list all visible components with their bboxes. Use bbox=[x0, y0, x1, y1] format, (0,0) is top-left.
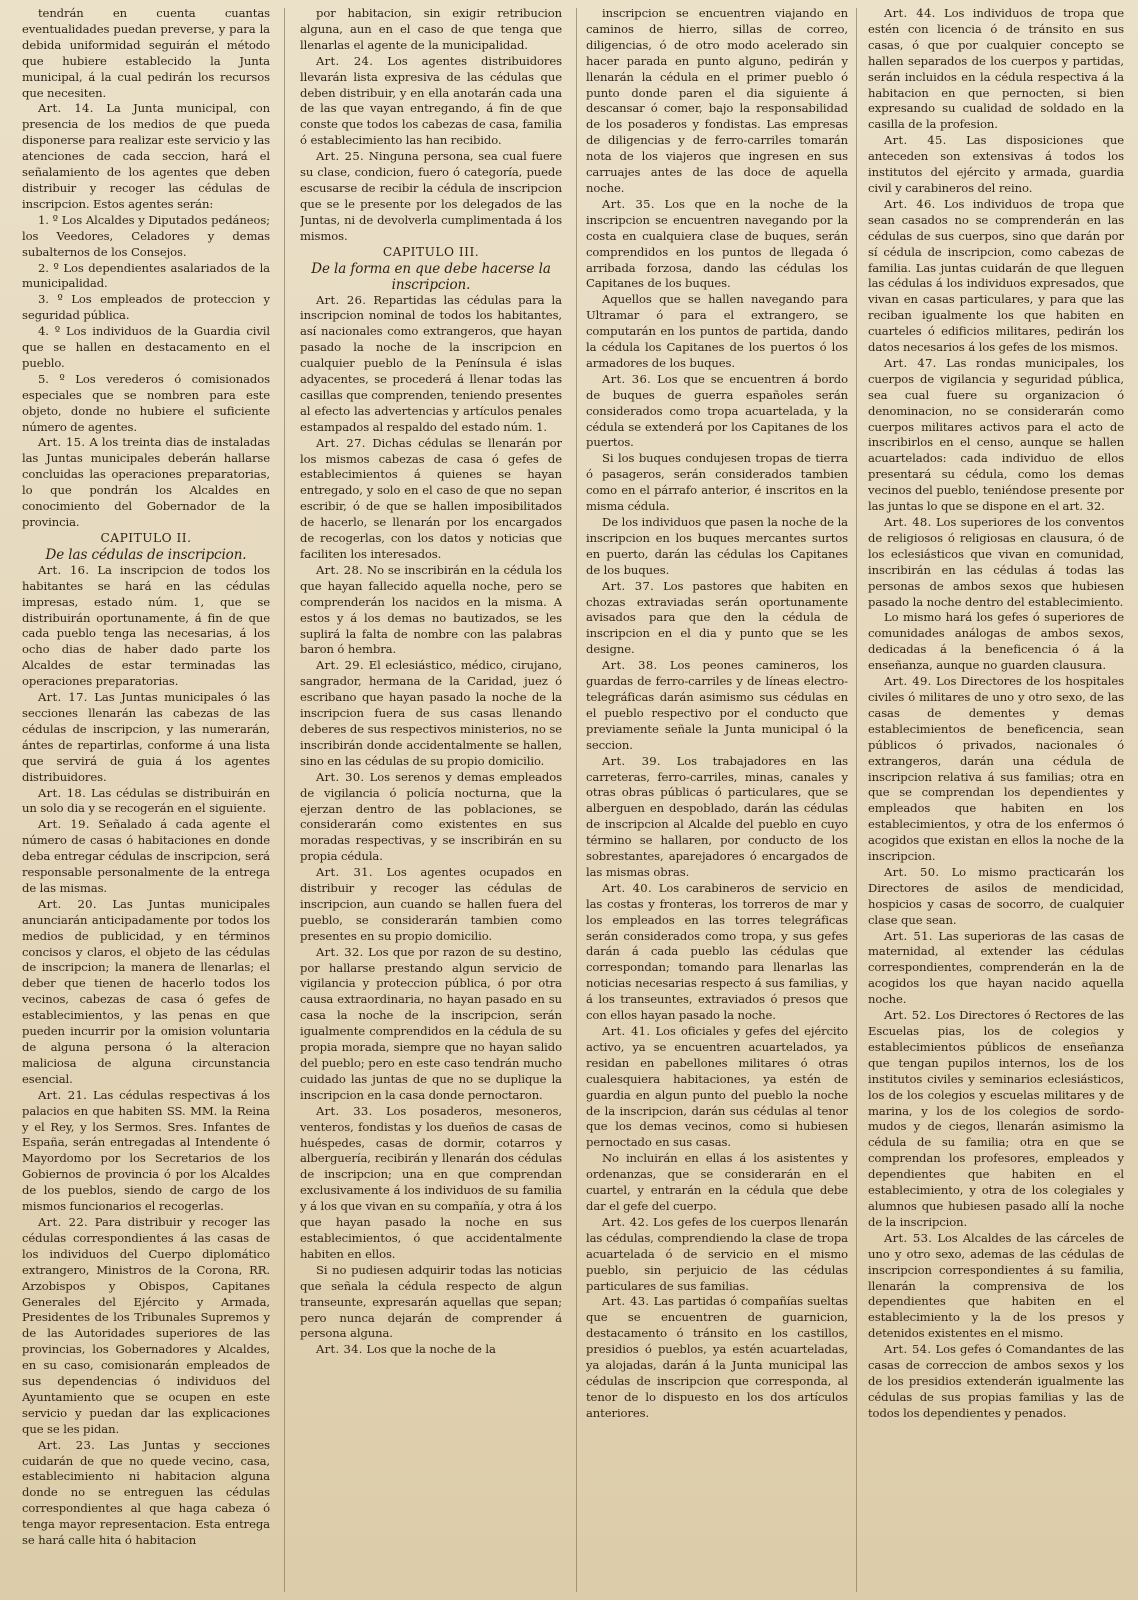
article-paragraph bbox=[300, 149, 562, 244]
article-paragraph bbox=[586, 754, 848, 881]
article-text: Las cédulas respectivas á los palacios en que habiten SS. MM. la Reina y el Rey, y los Sermos. Sres. Infantes de España, serán entregadas al Intendente ó Mayordomo por los Secretarios de los Gobiernos de provincia ó por los Alcaldes de los pueblos, siendo de cargo de los mismos funcionarios el recogerlas. bbox=[22, 1087, 270, 1214]
article-text: Los que por razon de su destino, por hallarse prestando algun servicio de vigilancia y proteccion pública, ó por otra causa extraordinaria, no hayan pasado en su casa la noche de la inscripcion, serán igualmente comprendidos en la cédula de su propia morada, siempre que no hayan salido del pueblo; pero en este caso tendrán mucho cuidado las juntas de que no se duplique la inscripcion en la casa donde pernoctaron. bbox=[300, 944, 562, 1102]
article-paragraph bbox=[22, 1215, 270, 1438]
article-text: Los posaderos, mesoneros, venteros, fondistas y los dueños de casas de huéspedes, casas de dormir, cotarros y alberguería, recibirán y llenarán dos cédulas de inscripcion; una en que comprendan exclusivamente á los individuos de su familia y á los que vivan en su compañía, y otra á los que hayan pasado la noche en sus establecimientos, ó que accidentalmente habiten en ellos. bbox=[300, 1103, 562, 1261]
chapter-subtitle: De las cédulas de inscripcion. bbox=[45, 546, 247, 563]
article-paragraph bbox=[586, 658, 848, 753]
article-number: Art. 53. bbox=[884, 1230, 933, 1245]
article-paragraph bbox=[868, 1008, 1124, 1231]
article-number: Art. 25. bbox=[316, 149, 364, 164]
article-text: Las Juntas municipales ó las secciones llenarán las cabezas de las cédulas de inscripcion, y las numerarán, ántes de repartirlas, conforme á una lista que servirá de guia á los agentes distribuidores. bbox=[22, 690, 270, 784]
article-number: Art. 37. bbox=[602, 578, 655, 593]
article-paragraph bbox=[868, 356, 1124, 515]
article-paragraph bbox=[300, 770, 562, 865]
column-3 bbox=[586, 6, 848, 1594]
article-number: Art. 49. bbox=[884, 674, 932, 689]
column-divider bbox=[576, 8, 577, 1592]
article-text: Las partidas ó compañías sueltas que se encuentren de guarnicion, destacamento ó tránsito en los castillos, presidios ó pueblos, ya estén acuarteladas, ya alojadas, darán á la Junta municipal las cédulas de inscripcion que corresponda, al tenor de lo dispuesto en los dos artículos anteriores. bbox=[586, 1294, 848, 1420]
article-text: Las Juntas y secciones cuidarán de que no quede vecino, casa, establecimiento ni habitacion alguna donde no se entreguen las cédulas correspondientes al que haga cabeza ó tenga mayor representacion. Esta entrega se hará calle hita ó habitacion bbox=[22, 1437, 270, 1548]
article-number: Art. 36. bbox=[602, 371, 652, 386]
column-divider bbox=[284, 8, 285, 1592]
article-number: Art. 35. bbox=[602, 196, 655, 211]
article-paragraph bbox=[586, 1024, 848, 1151]
article-text: Los que en la noche de la inscripcion se encuentren navegando por la costa en cualquiera clase de buques, serán comprendidos en los puntos de llegada ó arribada forzosa, dando las cédulas los Capitanes de los buques. bbox=[586, 196, 848, 291]
article-number: Art. 33. bbox=[316, 1103, 373, 1118]
article-number: Art. 30. bbox=[316, 769, 365, 784]
article-paragraph bbox=[586, 1294, 848, 1421]
article-paragraph bbox=[300, 658, 562, 769]
article-number: Art. 27. bbox=[316, 435, 366, 450]
article-text: Los peones camineros, los guardas de ferro-carriles y de líneas electro-telegráficas darán asimismo sus cédulas en el pueblo respectivo por el conducto que previamente señale la Junta municipal ó la seccion. bbox=[586, 658, 848, 752]
article-paragraph bbox=[22, 897, 270, 1088]
article-text: Dichas cédulas se llenarán por los mismos cabezas de casa ó gefes de establecimientos á quienes se hayan entregado, y solo en el caso de que no sepan escribir, ó de que se hallen imposibilitados de hacerlo, se llenarán por los encargados de recogerlas, con los datos y noticias que faciliten los interesados. bbox=[300, 435, 562, 561]
article-text: Los que la noche de la bbox=[366, 1342, 496, 1357]
article-number: Art. 44. bbox=[884, 6, 936, 20]
article-paragraph bbox=[22, 563, 270, 690]
column-2 bbox=[300, 6, 562, 1594]
body-paragraph: De los individuos que pasen la noche de la inscripcion en los buques mercantes surtos en puerto, darán las cédulas los Capitanes de los buques. bbox=[586, 515, 848, 577]
article-text: Los Directores de los hospitales civiles ó militares de uno y otro sexo, de las casas de dementes y demas establecimientos de beneficencia, sean públicos ó privados, nacionales ó extrangeros, darán una cédula de inscripcion relativa á sus familias; otra en que se comprendan los dependientes y empleados que habiten en los establecimientos, y otra de los enfermos ó acogidos que existan en ellos la noche de la inscripcion. bbox=[868, 674, 1124, 864]
article-text: Los oficiales y gefes del ejército activo, ya se encuentren acuartelados, ya residan en pabellones militares ó otras cualesquiera habitaciones, ya estén de guardia en algun punto del pueblo la noche de la inscripcion, darán sus cédulas al tenor que los demas vecinos, como si hubiesen pernoctado en sus casas. bbox=[586, 1024, 848, 1150]
article-text: No se inscribirán en la cédula los que hayan fallecido aquella noche, pero se comprenderán los nacidos en la misma. A estos y á los demas no bautizados, se les suplirá la falta de nombre con las palabras baron ó hembra. bbox=[300, 562, 562, 657]
article-paragraph bbox=[868, 1342, 1124, 1422]
article-number: Art. 23. bbox=[38, 1437, 96, 1452]
article-number: Art. 22. bbox=[38, 1214, 88, 1229]
article-number: Art. 18. bbox=[38, 785, 87, 800]
article-text: Lo mismo practicarán los Directores de asilos de mendicidad, hospicios y casas de socorro, de cualquier clase que sean. bbox=[868, 864, 1124, 927]
article-paragraph bbox=[22, 435, 270, 530]
article-text: El eclesiástico, médico, cirujano, sangrador, hermana de la Caridad, juez ó escribano que hayan pasado la noche de la inscripcion fuera de sus casas llenando deberes de sus respectivos ministerios, no se inscribirán donde accidentalmente se hallen, sino en las cédulas de su propio domicilio. bbox=[300, 658, 562, 768]
article-paragraph bbox=[22, 817, 270, 897]
article-number: Art. 41. bbox=[602, 1024, 651, 1038]
article-text: A los treinta dias de instaladas las Juntas municipales deberán hallarse concluidas las operaciones preparatorias, lo que pondrán los Alcaldes en conocimiento del Gobernador de la provincia. bbox=[22, 435, 270, 529]
article-text: Los superiores de los conventos de religiosos ó religiosas en clausura, ó de los eclesiásticos que vivan en comunidad, inscribirán en las cédulas á todas las personas de ambos sexos que hubiesen pasado la noche dentro del establecimiento. bbox=[868, 515, 1124, 609]
article-number: Art. 24. bbox=[316, 53, 374, 68]
article-number: Art. 51. bbox=[884, 928, 933, 943]
article-number: Art. 50. bbox=[884, 864, 940, 879]
article-text: Las rondas municipales, los cuerpos de vigilancia y seguridad pública, sea cual fuere su organizacion ó denominacion, no se considerarán como cuerpos militares activos para el acto de inscribirlos en el censo, aunque se hallen acuartelados: cada individuo de ellos presentará su cédula, como los demas vecinos del pueblo, teniéndose presente por las juntas lo que se dispone en el art. 32. bbox=[868, 355, 1124, 514]
article-text: Los serenos y demas empleados de vigilancia ó policía nocturna, que la ejerzan dentro de las poblaciones, se considerarán como existentes en sus moradas respectivas, y se inscribirán en su propia cédula. bbox=[300, 769, 562, 864]
article-text: Los trabajadores en las carreteras, ferro-carriles, minas, canales y otras obras públicas ó particulares, que se alberguen en despoblado, darán las cédulas de inscripcion al Alcalde del pueblo en cuyo término se hallaren, por conducto de los sobrestantes, aparejadores ó encargados de las mismas obras. bbox=[586, 753, 848, 879]
chapter-heading: CAPITULO III. bbox=[382, 244, 480, 259]
article-number: Art. 19. bbox=[38, 817, 90, 832]
article-paragraph bbox=[868, 515, 1124, 610]
article-number: Art. 32. bbox=[316, 944, 364, 959]
body-paragraph: por habitacion, sin exigir retribucion alguna, aun en el caso de que tenga que llenarlas el agente de la municipalidad. bbox=[300, 6, 562, 52]
article-paragraph bbox=[586, 579, 848, 659]
body-paragraph: 1. º Los Alcaldes y Diputados pedáneos; los Veedores, Celadores y demas subalternos de los Consejos. bbox=[22, 212, 270, 259]
article-number: Art. 40. bbox=[602, 880, 652, 895]
article-paragraph bbox=[300, 54, 562, 149]
article-number: Art. 14. bbox=[38, 101, 94, 116]
article-text: La inscripcion de todos los habitantes se hará en las cédulas impresas, estado núm. 1, que se distribuirán oportunamente, á fin de que cada pueblo tenga las necesarias, á los ocho dias de haber dado parte los Alcaldes de estar terminadas las operaciones preparatorias. bbox=[22, 562, 270, 689]
body-paragraph: 5. º Los verederos ó comisionados especiales que se nombren para este objeto, donde no hubiere el suficiente número de agentes. bbox=[22, 371, 270, 434]
article-paragraph bbox=[22, 1088, 270, 1215]
article-number: Art. 45. bbox=[884, 133, 947, 148]
article-number: Art. 31. bbox=[316, 865, 373, 880]
article-number: Art. 17. bbox=[38, 690, 88, 705]
article-number: Art. 43. bbox=[602, 1294, 650, 1309]
article-paragraph bbox=[22, 690, 270, 785]
article-text: Señalado á cada agente el número de casas ó habitaciones en donde deba entregar cédulas de inscripcion, será responsable personalmente de la entrega de las mismas. bbox=[22, 817, 270, 895]
article-number: Art. 38. bbox=[602, 658, 658, 673]
body-paragraph: 2. º Los dependientes asalariados de la municipalidad. bbox=[22, 260, 270, 291]
article-text: Los individuos de tropa que estén con licencia ó de tránsito en sus casas, ó que por cualquier concepto se hallen separados de los cuerpos y partidas, serán incluidos en la cédula respectiva á la habitacion en que pernocten, si bien expresando su cualidad de soldado en la casilla de la profesion. bbox=[868, 6, 1124, 132]
article-text: Los gefes de los cuerpos llenarán las cédulas, comprendiendo la clase de tropa acuartelada ó de servicio en el mismo pueblo, sin perjuicio de las cédulas particulares de sus familias. bbox=[586, 1214, 848, 1293]
article-text: Los que se encuentren á bordo de buques de guerra españoles serán considerados como tropa acuartelada, y la cédula se extenderá por los Capitanes de los puertos. bbox=[586, 371, 848, 450]
article-text: La Junta municipal, con presencia de los medios de que pueda disponerse para realizar este servicio y las atenciones de cada seccion, hará el señalamiento de los agentes que deben distribuir y recoger las cédulas de inscripcion. Estos agentes serán: bbox=[22, 101, 270, 211]
article-number: Art. 47. bbox=[884, 355, 937, 370]
article-text: Las cédulas se distribuirán en un solo dia y se recogerán en el siguiente. bbox=[22, 785, 270, 816]
body-paragraph: Lo mismo hará los gefes ó superiores de comunidades análogas de ambos sexos, dedicadas á la beneficencia ó á la enseñanza, aunque no guarden clausura. bbox=[868, 610, 1124, 673]
article-paragraph bbox=[300, 865, 562, 945]
body-paragraph: 3. º Los empleados de proteccion y seguridad pública. bbox=[22, 292, 270, 323]
article-number: Art. 39. bbox=[602, 753, 661, 768]
article-text: Los gefes ó Comandantes de las casas de correccion de ambos sexos y los de los presidios extenderán igualmente las cédulas de sus propias familias y las de todos los dependientes y penados. bbox=[868, 1342, 1124, 1420]
article-paragraph bbox=[868, 929, 1124, 1009]
column-4 bbox=[868, 6, 1124, 1594]
article-paragraph bbox=[586, 1215, 848, 1295]
body-paragraph: tendrán en cuenta cuantas eventualidades puedan preverse, y para la debida uniformidad seguirán el método que hubiere establecido la Junta municipal, á la cual pedirán los recursos que necesiten. bbox=[22, 6, 270, 100]
article-text: Los carabineros de servicio en las costas y fronteras, los torreros de mar y los empleados en las torres telegráficas serán considerados como tropa, y sus gefes darán á cada pueblo las cédulas que correspondan; tomando para llenarlas las noticias necesarias respecto á sus familias, y á los transeuntes, extraviados ó presos que con ellos hayan pasado la noche. bbox=[586, 880, 848, 1023]
article-paragraph bbox=[868, 197, 1124, 356]
article-text: Los Directores ó Rectores de las Escuelas pias, los de colegios y establecimientos públicos de enseñanza que tengan pupilos internos, los de los institutos civiles y seminarios eclesiásticos, los de los colegios y escuelas militares y de marina, y los de los colegios de sordo-mudos y de ciegos, llenarán asimismo la cédula de su familia; otra en que se comprendan los profesores, empleados y dependientes que habiten en el establecimiento, y otra de los colegiales y alumnos que hubiesen pasado allí la noche de la inscripcion. bbox=[868, 1008, 1124, 1229]
article-paragraph bbox=[868, 1231, 1124, 1342]
article-paragraph bbox=[22, 1438, 270, 1549]
article-paragraph bbox=[300, 436, 562, 563]
article-number: Art. 15. bbox=[38, 435, 86, 450]
body-paragraph: inscripcion se encuentren viajando en caminos de hierro, sillas de correo, diligencias, ó de otro modo acelerado sin hacer parada en punto alguno, pedirán y llenarán la cédula en el primer pueblo ó punto donde paren el dia siguiente á descansar ó comer, bajo la responsabilidad de los posaderos y fondistas. Las empresas de diligencias y de ferro-carriles tomarán nota de los viajeros que ingresen en sus carruajes antes de las doce de aquella noche. bbox=[586, 6, 848, 195]
article-paragraph bbox=[586, 372, 848, 452]
column-divider bbox=[856, 8, 857, 1592]
article-text: Las Juntas municipales anunciarán anticipadamente por todos los medios de publicidad, y en términos concisos y claros, el objeto de las cédulas de inscripcion; la manera de llenarlas; el deber que tienen de hacerlo todos los vecinos, cabezas de casa ó gefes de establecimientos, y las penas en que pueden incurrir por la omision voluntaria de alguna persona ó la alteracion maliciosa de alguna circunstancia esencial. bbox=[22, 896, 270, 1086]
article-number: Art. 21. bbox=[38, 1087, 88, 1102]
article-text: Ninguna persona, sea cual fuere su clase, condicion, fuero ó categoría, puede escusarse de recibir la cédula de inscripcion que se le presente por los delegados de las Juntas, ni de devolverla cumplimentada á los mismos. bbox=[300, 149, 562, 243]
article-paragraph bbox=[300, 1104, 562, 1263]
article-paragraph bbox=[300, 1342, 562, 1358]
chapter-heading: CAPITULO II. bbox=[100, 530, 192, 545]
article-paragraph bbox=[868, 865, 1124, 929]
body-paragraph: Si no pudiesen adquirir todas las noticias que señala la cédula respecto de algun transeunte, expresarán aquellas que sepan; pero nunca dejarán de comprender á persona alguna. bbox=[300, 1262, 562, 1341]
article-text: Los individuos de tropa que sean casados no se comprenderán en las cédulas de sus cuerpos, sino que darán por sí cédula de inscripcion, como cabezas de familia. Las juntas cuidarán de que lleguen las cédulas á los individuos expresados, que vivan en casas particulares, y para que las reciban igualmente los que habiten en cuarteles ó edificios militares, pedirán los datos necesarios á los gefes de los mismos. bbox=[868, 196, 1124, 355]
body-paragraph: Si los buques condujesen tropas de tierra ó pasageros, serán considerados tambien como en el párrafo anterior, é inscritos en la misma cédula. bbox=[586, 451, 848, 514]
article-paragraph bbox=[300, 293, 562, 436]
body-paragraph: Aquellos que se hallen navegando para Ultramar ó para el extrangero, se computarán en los puntos de partida, dando la cédula los Capitanes de los puertos ó los armadores de los buques. bbox=[586, 292, 848, 370]
chapter-subtitle: De la forma en que debe hacerse la inscripcion. bbox=[311, 260, 551, 293]
body-paragraph: No incluirán en ellas á los asistentes y ordenanzas, que se considerarán en el cuartel, y entrarán en la cédula que debe dar el gefe del cuerpo. bbox=[586, 1151, 848, 1213]
column-1 bbox=[22, 6, 270, 1594]
article-text: Los Alcaldes de las cárceles de uno y otro sexo, ademas de las cédulas de inscripcion correspondientes á su familia, llenarán la comprensiva de los dependientes que habiten en el establecimiento y la de los presos y detenidos existentes en el mismo. bbox=[868, 1230, 1124, 1341]
article-number: Art. 28. bbox=[316, 562, 364, 577]
article-paragraph bbox=[300, 945, 562, 1104]
article-text: Los agentes distribuidores llevarán lista expresiva de las cédulas que deben distribuir, y en ella anotarán cada una de las que vayan entregando, á fin de que conste que todos los cabezas de casa, familia ó establecimiento las han recibido. bbox=[300, 53, 562, 148]
article-number: Art. 26. bbox=[316, 292, 367, 307]
article-number: Art. 42. bbox=[602, 1214, 650, 1229]
article-text: Los pastores que habiten en chozas extraviadas serán oportunamente avisados para que den la cédula de inscripcion en el dia y punto que se les designe. bbox=[586, 578, 848, 657]
article-number: Art. 20. bbox=[38, 896, 97, 911]
article-text: Para distribuir y recoger las cédulas correspondientes á las casas de los individuos del Cuerpo diplomático extrangero, Ministros de la Corona, RR. Arzobispos y Obispos, Capitanes Generales del Ejército y Armada, Presidentes de los Tribunales Supremos y de las Autoridades superiores de las provincias, los Gobernadores y Alcaldes, en su caso, comisionarán empleados de sus dependencias ó individuos del Ayuntamiento que se ocupen en este servicio y puedan dar las explicaciones que se les pidan. bbox=[22, 1214, 270, 1436]
article-number: Art. 48. bbox=[884, 515, 932, 529]
article-number: Art. 29. bbox=[316, 658, 364, 673]
article-paragraph bbox=[868, 674, 1124, 865]
article-paragraph bbox=[22, 101, 270, 212]
article-text: Repartidas las cédulas para la inscripcion nominal de todos los habitantes, así nacionales como extrangeros, que hayan pasado la noche de la inscripcion en cualquier pueblo de la Península é islas adyacentes, se procederá á llenar todas las casillas que comprenden, teniendo presentes al efecto las advertencias y artículos penales estampados al respaldo del estado núm. 1. bbox=[300, 292, 562, 434]
article-paragraph bbox=[300, 563, 562, 658]
article-text: Las disposiciones que anteceden son extensivas á todos los institutos del ejército y armada, guardia civil y carabineros del reino. bbox=[868, 133, 1124, 195]
article-number: Art. 54. bbox=[884, 1342, 932, 1357]
article-number: Art. 46. bbox=[884, 196, 936, 211]
article-number: Art. 16. bbox=[38, 562, 90, 577]
article-paragraph bbox=[586, 197, 848, 292]
article-number: Art. 52. bbox=[884, 1008, 932, 1023]
article-paragraph bbox=[22, 786, 270, 818]
article-paragraph bbox=[868, 133, 1124, 197]
article-paragraph bbox=[586, 881, 848, 1024]
body-paragraph: 4. º Los individuos de la Guardia civil que se hallen en destacamento en el pueblo. bbox=[22, 324, 270, 370]
article-number: Art. 34. bbox=[316, 1342, 363, 1357]
article-text: Las superioras de las casas de maternidad, al extender las cédulas correspondientes, comprenderán en la de acogidos los que hayan nacido aquella noche. bbox=[868, 928, 1124, 1007]
article-paragraph bbox=[868, 6, 1124, 133]
article-text: Los agentes ocupados en distribuir y recoger las cédulas de inscripcion, aun cuando se hallen fuera del pueblo, se considerarán tambien como presentes en su propio domicilio. bbox=[300, 865, 562, 943]
